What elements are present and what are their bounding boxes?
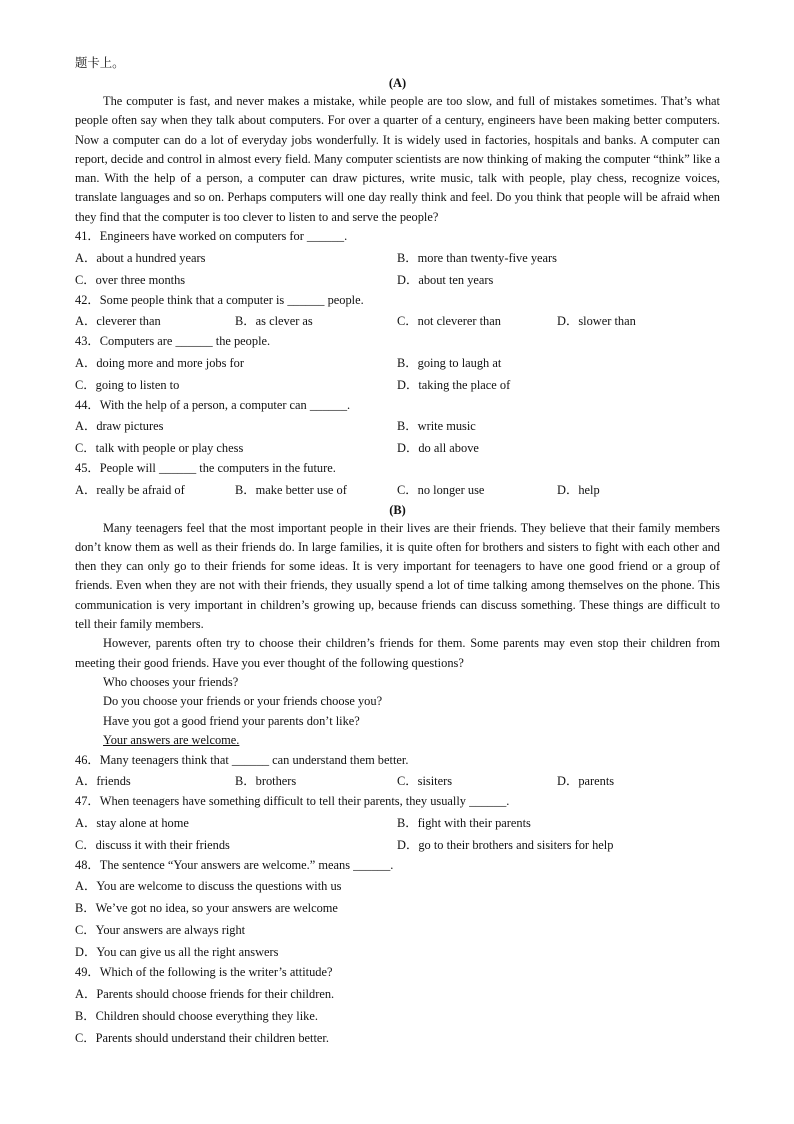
option-d: D．parents bbox=[557, 774, 615, 789]
option-row bbox=[75, 770, 720, 792]
option-row bbox=[75, 834, 720, 856]
question-stem: 44．With the help of a person, a computer can ______. bbox=[75, 397, 351, 412]
question-45 bbox=[75, 459, 720, 501]
option-a: A．cleverer than bbox=[75, 314, 161, 329]
question-42 bbox=[75, 291, 720, 333]
question-46 bbox=[75, 751, 720, 793]
question-stem: 43．Computers are ______ the people. bbox=[75, 334, 271, 349]
option-d: D．taking the place of bbox=[397, 377, 511, 392]
question-stem: 45．People will ______ the computers in the future. bbox=[75, 461, 336, 476]
option-b: B．write music bbox=[397, 419, 476, 434]
passage-a-heading: (A) bbox=[388, 76, 407, 90]
option-row bbox=[75, 415, 720, 437]
option-row bbox=[75, 269, 720, 291]
option-row bbox=[75, 812, 720, 834]
option-row bbox=[75, 479, 720, 501]
option-a: A．You are welcome to discuss the questions with us bbox=[75, 879, 342, 894]
option-c: C．over three months bbox=[75, 272, 186, 287]
option-b: B．fight with their parents bbox=[397, 815, 531, 830]
question-47 bbox=[75, 792, 720, 856]
option-b: B．Children should choose everything they like. bbox=[75, 1008, 318, 1023]
option-d: D．go to their brothers and sisiters for help bbox=[397, 837, 614, 852]
question-48 bbox=[75, 856, 720, 964]
option-b: B．We’ve got no idea, so your answers are welcome bbox=[75, 901, 338, 916]
question-stem: 41．Engineers have worked on computers for ______. bbox=[75, 229, 348, 244]
option-d: D．slower than bbox=[557, 314, 636, 329]
passage-b-heading: (B) bbox=[389, 502, 406, 517]
passage-b-paragraph-2: However, parents often try to choose their children’s friends for them. Some parents may even stop their children from meeting their good friends. Have you ever thought of the following questions? bbox=[75, 636, 720, 670]
passage-b-line-wrapper bbox=[75, 731, 720, 751]
option-c: C．discuss it with their friends bbox=[75, 837, 230, 852]
question-43 bbox=[75, 332, 720, 396]
option-b: B．brothers bbox=[235, 774, 297, 789]
option-b: B．more than twenty-five years bbox=[397, 250, 557, 265]
option-a: A．doing more and more jobs for bbox=[75, 355, 244, 370]
option-c: C．Parents should understand their children better. bbox=[75, 1030, 329, 1045]
passage-b-line: Have you got a good friend your parents don’t like? bbox=[103, 713, 360, 728]
option-c: C．not cleverer than bbox=[397, 314, 501, 329]
option-d: D．help bbox=[557, 482, 600, 497]
option-c: C．no longer use bbox=[397, 482, 485, 497]
option-a: A．Parents should choose friends for their children. bbox=[75, 986, 335, 1001]
question-stem: 46．Many teenagers think that ______ can understand them better. bbox=[75, 752, 409, 767]
option-b: B．as clever as bbox=[235, 314, 313, 329]
option-b: B．going to laugh at bbox=[397, 355, 502, 370]
question-stem: 47．When teenagers have something difficult to tell their parents, they usually ______. bbox=[75, 794, 510, 809]
option-row bbox=[75, 437, 720, 459]
option-a: A．friends bbox=[75, 774, 131, 789]
passage-b-line: Do you choose your friends or your friends choose you? bbox=[103, 694, 383, 709]
question-44 bbox=[75, 396, 720, 460]
question-stem: 49．Which of the following is the writer’s attitude? bbox=[75, 965, 333, 980]
option-row bbox=[75, 310, 720, 332]
question-41 bbox=[75, 227, 720, 291]
option-a: A．really be afraid of bbox=[75, 482, 185, 497]
option-row bbox=[75, 352, 720, 374]
option-c: C．Your answers are always right bbox=[75, 923, 246, 938]
option-d: D．do all above bbox=[397, 441, 479, 456]
exam-page bbox=[75, 52, 720, 1049]
option-c: C．sisiters bbox=[397, 774, 453, 789]
passage-b-line: Who chooses your friends? bbox=[103, 674, 239, 689]
question-stem: 42．Some people think that a computer is ______ people. bbox=[75, 292, 364, 307]
option-row bbox=[75, 247, 720, 269]
option-c: C．going to listen to bbox=[75, 377, 180, 392]
option-b: B．make better use of bbox=[235, 482, 347, 497]
top-note: 题卡上。 bbox=[75, 56, 125, 70]
option-c: C．talk with people or play chess bbox=[75, 441, 244, 456]
question-49 bbox=[75, 963, 720, 1049]
passage-b-paragraph-1: Many teenagers feel that the most important people in their lives are their friends. They believe that their family members don’t know them as well as their friends do. In large families, it is quite often for brothers and sisters to fight with each other and then they can only go to their friends for some ideas. It is very important for teenagers to have one good friend or a group of friends. Even when they are not with their friends, they usually spend a lot of time talking among themselves on the phone. This communication is very important in children’s growing up, because friends can discuss something. These things are difficult to tell their family members. bbox=[75, 520, 720, 632]
option-a: A．draw pictures bbox=[75, 419, 164, 434]
option-d: D．about ten years bbox=[397, 272, 494, 287]
question-stem: 48．The sentence “Your answers are welcome.” means ______. bbox=[75, 857, 394, 872]
option-a: A．about a hundred years bbox=[75, 250, 206, 265]
option-d: D．You can give us all the right answers bbox=[75, 945, 279, 960]
option-a: A．stay alone at home bbox=[75, 815, 189, 830]
passage-a-paragraph: The computer is fast, and never makes a mistake, while people are too slow, and full of mistakes sometimes. That’s what people often say when they talk about computers. For over a quarter of a century, engineers have been making better computers. Now a computer can do a lot of everyday jobs wonderfully. It is widely used in factories, hospitals and banks. A computer can report, decide and control in almost every field. Many computer scientists are now thinking of making the computer “think” like a man. With the help of a person, a computer can draw pictures, write music, talk with people, play chess, recognize voices, translate languages and so on. Perhaps computers will one day really think and feel. Do you think that people will be afraid when they find that the computer is too clever to listen to and serve the people? bbox=[75, 94, 720, 224]
option-row bbox=[75, 374, 720, 396]
passage-b-underlined-line: Your answers are welcome. bbox=[103, 733, 240, 748]
